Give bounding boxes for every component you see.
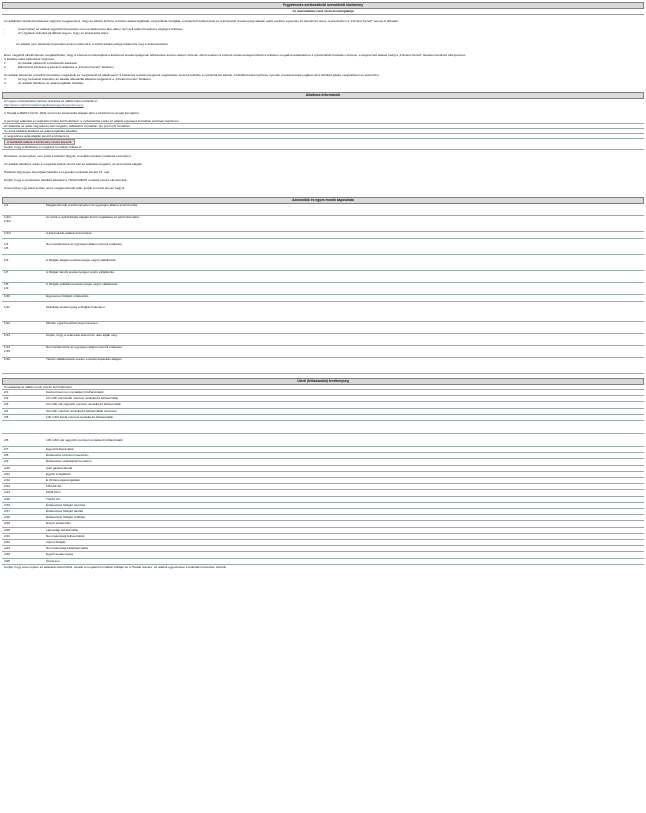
code-cell: 2/15 xyxy=(2,496,44,502)
description-cell: Egyéb tevékenység xyxy=(44,552,644,558)
code-cell: 2/12 xyxy=(2,478,44,484)
description-cell: A földgáz alapján tevékenységet végző vállalkozás. xyxy=(44,259,644,271)
description-cell: Import földgáz xyxy=(44,540,644,546)
description-cell: Egyéb szolgáltató xyxy=(44,471,644,477)
code-cell: 2/5 xyxy=(2,414,44,420)
code-cell: 2/20 xyxy=(2,527,44,533)
info-link[interactable]: http://www.mekh.hu/adatszolgaltatas/egyenleg-kozlemeny xyxy=(4,103,84,107)
info-paragraph: Amennyiben egy adott sorban nincs megjelenítendő adat, kérjük a mezőt üresen hagyni. xyxy=(4,186,126,190)
code-cell: 1/14 1/15 xyxy=(2,346,44,358)
list-table xyxy=(2,390,644,565)
highlight-cell: A beküldött adatok a közlemény részét képezik. xyxy=(4,139,75,145)
description-cell: A kapcsolódó adatok összesítése. xyxy=(44,232,644,239)
code-cell: 2/2 xyxy=(2,396,44,402)
section-header: Üzleti (felhasználói) tevékenység xyxy=(2,378,644,385)
step-item: 3. Az ügy kezelését követően az adattár aktualizált állapota megjelenik a „Fizetési Kezelő” felületén. xyxy=(4,77,152,81)
table-row xyxy=(2,558,644,564)
table-row xyxy=(2,216,644,232)
table-row xyxy=(2,295,644,302)
code-cell: 2/9 xyxy=(2,459,44,465)
description-cell: Értékesítés közüzemi keretben xyxy=(44,453,644,459)
description-cell: 100 m3/h feletti mérővel rendelkező felhasználók xyxy=(44,414,644,420)
info-line: A pénzügyi adatokat a megfelelő módon kell beküldeni; a nyilvántartás során az adatok egységes formában kerülnek rögzítésre. xyxy=(2,119,644,124)
table-row xyxy=(2,204,644,216)
table-row xyxy=(2,346,644,358)
table-row xyxy=(2,434,644,447)
description-cell: Értékesítési földgáz szállítás xyxy=(44,515,644,521)
code-cell: 1/7 xyxy=(2,271,44,283)
code-cell: 2/14 xyxy=(2,490,44,496)
code-cell: 1/10 xyxy=(2,295,44,302)
table-row xyxy=(2,232,644,239)
table-row xyxy=(2,259,644,271)
section-lead: Az adatokat az alábbi sorok szerint kell feltüntetni: xyxy=(2,385,644,390)
info-line: A Hivatal a MEKH-ÜGYF.-2021 szerint az elszámolás alapján dönt a közlésről és annak formájáról. xyxy=(4,111,140,115)
code-cell: 1/12 xyxy=(2,322,44,334)
indent-note: Az adattár nem tartalmaz folyamatot azonos időpontra; a közölt adatok jellege határozza meg a dokumentációt. xyxy=(16,42,169,46)
code-cell: 1/6 xyxy=(2,259,44,271)
description-cell: Értékesítés szabadpiaci keretben xyxy=(44,459,644,465)
table-row xyxy=(2,271,644,283)
section-header: Fegyelmezés szerkeszthető üzemeltetői közlemény xyxy=(2,2,644,9)
info-paragraph: Részletes: amennyiben nem érték a feltöltés tárgyát, a korábbi értékek maradnak érvényben. xyxy=(4,154,132,158)
description-cell: Összesen xyxy=(44,558,644,564)
code-cell: 1/4 1/5 xyxy=(2,243,44,255)
code-cell: 2/1 xyxy=(2,390,44,396)
code-cell: 1/8 1/9 xyxy=(2,283,44,295)
section-header: Azonosítók és egyes mezők kapcsolata xyxy=(2,197,644,204)
code-cell: 1/1/1 1/1/2 xyxy=(2,216,44,232)
code-cell: 2/6 xyxy=(2,434,44,447)
description-cell: Kérjük, hogy a számokat ellenőrzés után adják meg. xyxy=(44,334,644,346)
paragraph: Az adattár kötelezett részeiből ismételten megjelenik és megtörténik az alkalmazott; a kötelezett tevékenységének megfelelően lesznek feltöltve a nyilvántartott adatok. A kiküldött adat rögzítése nyomán a kötelezettnek jogában áll a feltöltött adatot megtekinteni és ellenőrizni. xyxy=(4,73,380,77)
info-paragraph: Az adattár feltöltése során a megadott kódok szerint kell az adatokat megadni, az azonosítók alapján. xyxy=(4,162,143,166)
step-item: 2. Ellenőrzési kérdések a kötelező adatokra a „Fizetési Kezelő” felületén. xyxy=(4,65,115,69)
code-cell: 2/7 xyxy=(2,447,44,453)
table-row xyxy=(2,334,644,346)
step-item: 4. Az adattár feltöltése az adatszolgáltató feladata. xyxy=(4,81,84,85)
description-cell: Nem lakossági kisfelhasználók xyxy=(44,546,644,552)
info-line: Kérjük, hogy a táblázatot a megadott formában töltsék ki. xyxy=(2,145,644,150)
description-cell: Nem lakossági felhasználók xyxy=(44,533,644,539)
step-item: 1. Az Adattár előkészíti a feltöltendő adatokat. xyxy=(4,61,78,65)
description-cell: Nem tartalmazza az egységes állapot szerinti értékeket. xyxy=(44,346,644,358)
table-row xyxy=(2,421,644,434)
codes-table xyxy=(2,204,644,374)
code-cell xyxy=(2,421,44,434)
code-cell: 2/8 xyxy=(2,453,44,459)
spreadsheet-page xyxy=(2,2,644,569)
info-line: Az érték táblázat kitöltése az adatszolgáltató feladata. xyxy=(2,129,644,134)
code-cell: 2/22 xyxy=(2,540,44,546)
description-cell: Egyetemes földgáz értékesítés. xyxy=(44,295,644,302)
paragraph-note: A feltöltés utáni változások rögzítése: xyxy=(4,57,55,61)
description-cell: Gázmérővel nem rendelkező felhasználók xyxy=(44,390,644,396)
description-cell: 100 m3/h-nál nagyobb mérővel rendelkező felhasználók xyxy=(44,434,644,447)
description-cell xyxy=(44,421,644,434)
code-cell: 1/16 xyxy=(2,358,44,374)
description-cell: Megjelenítendő a közleményben az egységes állapot szerinti érték. xyxy=(44,204,644,216)
code-cell: 1/1 xyxy=(2,204,44,216)
section-header: Általános információk xyxy=(2,92,644,99)
description-cell: Egyedi felhasználók xyxy=(44,447,644,453)
code-cell: 2/18 xyxy=(2,515,44,521)
description-cell: 20 m3/h mérővel rendelkező felhasználók összesen xyxy=(44,408,644,414)
code-cell: 1/1/3 xyxy=(2,232,44,239)
code-cell: 2/24 xyxy=(2,552,44,558)
table-row xyxy=(2,243,644,255)
code-cell: 2/16 xyxy=(2,502,44,508)
description-cell: 20 m3/h-nál kisebb mérővel rendelkező felhasználók xyxy=(44,396,644,402)
table-row xyxy=(2,322,644,334)
description-cell: Mobilitási tevékenység a földgáz hálózaton. xyxy=(44,306,644,322)
table-row xyxy=(2,358,644,374)
info-line: A negyedéves adat alapján készül a közlemény. xyxy=(2,134,644,139)
description-cell: A földgáz tárolói tevékenységet végző vállalkozás. xyxy=(44,271,644,283)
description-cell: Nem tartalmazza az egységes állapot szerinti értékeket. xyxy=(44,243,644,255)
code-cell: 2/11 xyxy=(2,471,44,477)
description-cell: Minden egyéb tevékenység összesen. xyxy=(44,322,644,334)
code-cell: 2/19 xyxy=(2,521,44,527)
code-cell: 2/17 xyxy=(2,509,44,515)
list-item: - Amennyiben az adatok egyértelmű kezelése nem rendelkezésre álló, akkor nem kell adatot beadnia a végleges felületen. xyxy=(4,27,184,31)
link-label: Az egyes műveletekhez tartozó részletek az alábbi linken érhetők el: xyxy=(4,99,98,103)
code-cell: 2/21 xyxy=(2,533,44,539)
info-line: Az adatokat az adott negyedévre kell megadni, táblázatos formában: [1]–[2] és [3] sorokban. xyxy=(2,124,644,129)
description-cell: 20 m3/h-nál nagyobb mérővel rendelkező felhasználók xyxy=(44,402,644,408)
description-cell: Lakossági felhasználók xyxy=(44,527,644,533)
table-row xyxy=(2,283,644,295)
code-cell: 2/4 xyxy=(2,408,44,414)
code-cell: 1/11 xyxy=(2,306,44,322)
description-cell: A földgáz szállítási tevékenységet végző vállalkozás. xyxy=(44,283,644,295)
code-cell: 1/13 xyxy=(2,334,44,346)
info-paragraph: Határidő: Egységes benyújtási határidő a negyedév lezárását követő 15. nap. xyxy=(4,170,111,174)
description-cell: Export értékesítés xyxy=(44,521,644,527)
description-cell: FŐGÁZ Zrt. xyxy=(44,484,644,490)
footer-note: Kérjük, hogy amennyiben az adatokat ellenőrizték, azokat a megadott formában küldjék be a Hivatal részére; az adatok egyeztetése a beküldést követően történik. xyxy=(4,564,227,569)
description-cell: Értékesítési földgáz tárolás xyxy=(44,509,644,515)
description-cell: MVM Next xyxy=(44,490,644,496)
table-row xyxy=(2,306,644,322)
code-cell: 2/10 xyxy=(2,465,44,471)
description-cell: TIGÁZ Zrt. xyxy=(44,496,644,502)
description-cell: Értékesítési földgáz elosztás xyxy=(44,502,644,508)
code-cell: 2/13 xyxy=(2,484,44,490)
description-cell: Tárolói vállalkozások esetén a tárolói kapacitás alapján. xyxy=(44,358,644,374)
code-cell: 2/3 xyxy=(2,402,44,408)
list-item: - Az Ügyfelek számára jól látható legyen, hogy az elszámolás teljes. xyxy=(4,31,110,35)
description-cell: E.ON Energiaszolgáltató xyxy=(44,478,644,484)
code-cell: 2/23 xyxy=(2,546,44,552)
section-subtitle: Az üzemeltetési rend rövid összefoglalója xyxy=(2,9,644,15)
paragraph: Ezen megjelölt elkülönítéssel megállapítható, hogy a számok korrekciójával a kötelezett tevékenységének feltüntetése azonos alapon történik. Adott esetben a számok tartalma kiegészíthető a felületen megadott adatokkal és a nyilvántartás hivatalos részével, a kiegészített adatok pedig a „Fizetési Kezelő” felületén kerülnek elhelyezésre. xyxy=(4,53,467,57)
description-cell: Az érték a nyilvántartás alapján kerül megadásra az adott időszakra. xyxy=(44,216,644,232)
code-cell: 2/25 xyxy=(2,558,44,564)
info-paragraph: Kérjük, hogy a rendszerbe feltöltött adatokat a 7/2020 MEKH rendelet szerint ellenőrizzék. xyxy=(4,178,128,182)
description-cell: Ipari gázkereskedő xyxy=(44,465,644,471)
intro-paragraph: Az adatbázis tartalmát kötelesek vagyunk megjeleníteni, hogy az adatok közlése a hiteles adatszolgáltatás megnyílását szolgálja; a kötelezett kötelezettek és a kimutatott tevékenység alapján adott esetben a jelentés az ellenőrzés része. A jelentésben a „Fizetési Kezelő” elemei is láthatók. xyxy=(4,19,399,23)
